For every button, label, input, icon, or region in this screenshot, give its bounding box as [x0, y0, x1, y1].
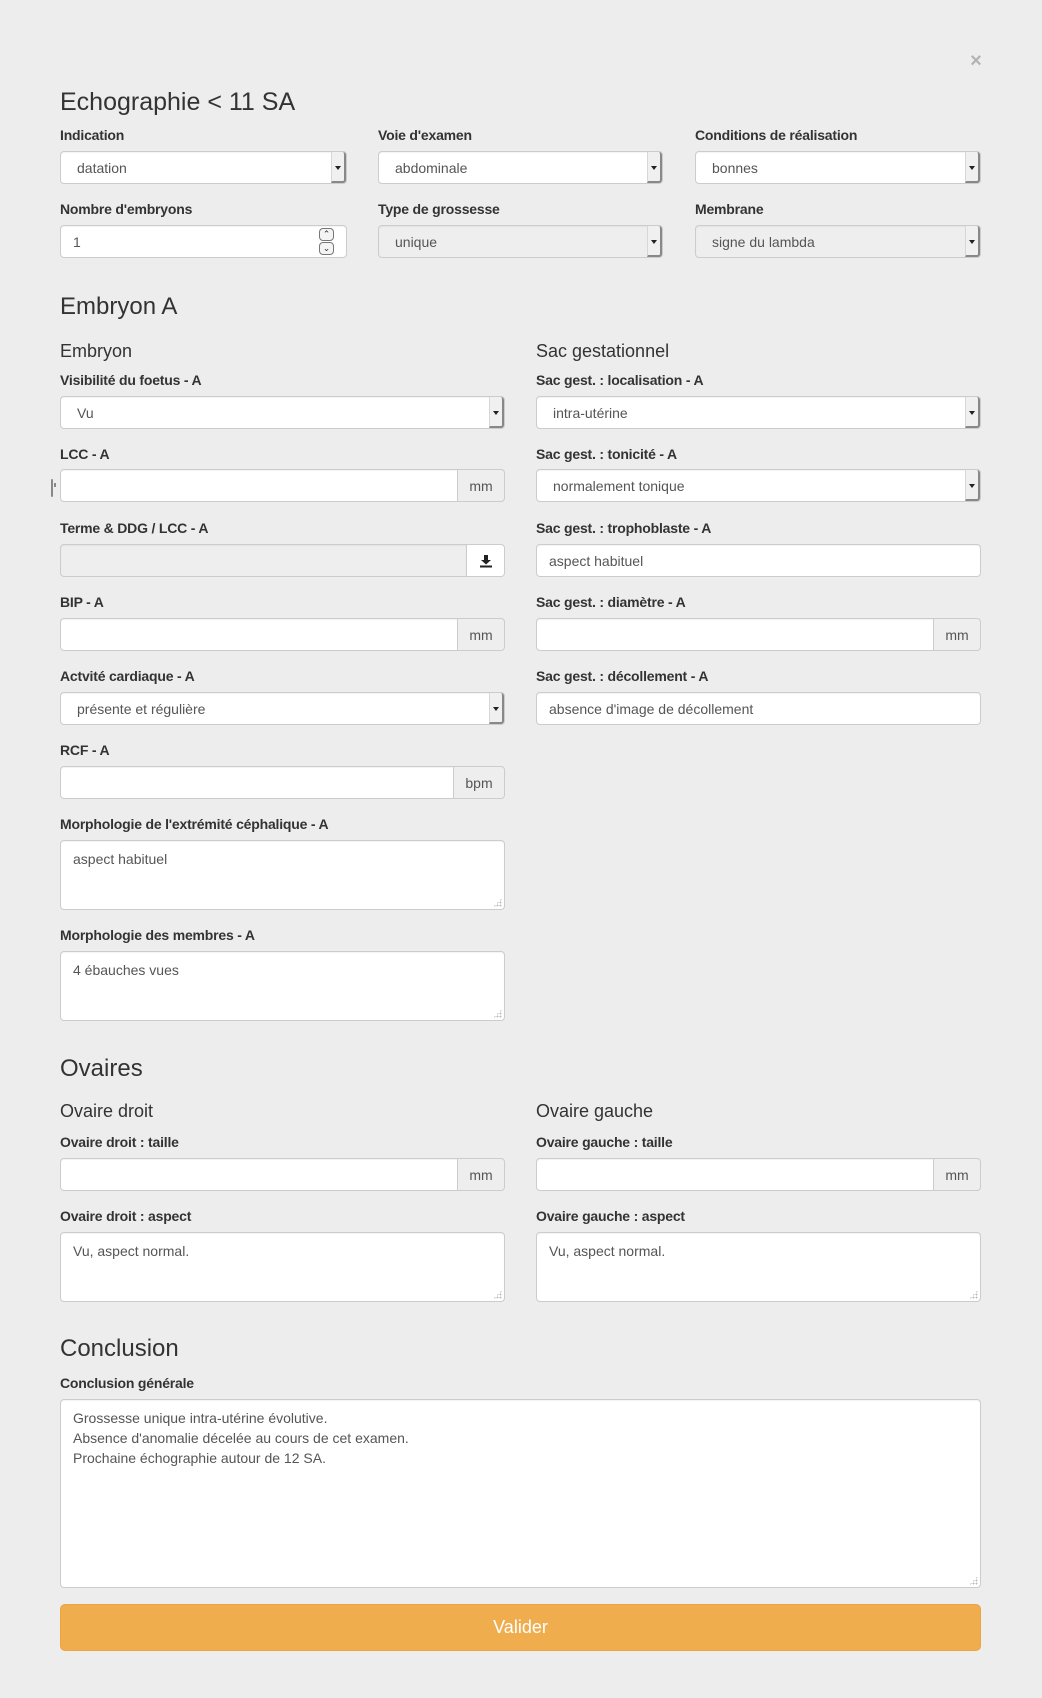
- subheading-embryon: Embryon: [60, 341, 133, 361]
- diametre-input[interactable]: [536, 618, 934, 651]
- ovaire-gauche-aspect-value: Vu, aspect normal.: [549, 1243, 666, 1259]
- ovaire-droit-aspect-value: Vu, aspect normal.: [73, 1243, 190, 1259]
- subheading-sac: Sac gestationnel: [536, 341, 670, 361]
- submit-button[interactable]: Valider: [60, 1604, 981, 1651]
- resize-handle[interactable]: [493, 1290, 502, 1299]
- ovaire-droit-taille-group: [60, 1158, 505, 1191]
- diametre-unit: mm: [934, 618, 981, 651]
- conditions-value: bonnes: [712, 159, 758, 176]
- chevron-down-icon: [647, 226, 662, 257]
- ovaire-gauche-taille-label: Ovaire gauche : taille: [536, 1134, 673, 1150]
- ovaire-droit-taille-input[interactable]: [60, 1158, 458, 1191]
- ovaire-droit-taille-unit: mm: [458, 1158, 505, 1191]
- conditions-label: Conditions de réalisation: [695, 127, 858, 143]
- type-grossesse-select[interactable]: [378, 225, 663, 258]
- chevron-down-icon: [489, 693, 504, 724]
- membrane-label: Membrane: [695, 201, 764, 217]
- trophoblaste-input[interactable]: [536, 544, 981, 577]
- trophoblaste-label: Sac gest. : trophoblaste - A: [536, 520, 712, 536]
- rcf-input[interactable]: [60, 766, 454, 799]
- nb-embryons-input[interactable]: [60, 225, 347, 258]
- visibilite-select[interactable]: [60, 396, 505, 429]
- trophoblaste-value: aspect habituel: [549, 552, 644, 569]
- ovaire-gauche-aspect-label: Ovaire gauche : aspect: [536, 1208, 685, 1224]
- localisation-value: intra-utérine: [553, 404, 628, 421]
- resize-handle[interactable]: [493, 898, 502, 907]
- ovaire-droit-aspect-label: Ovaire droit : aspect: [60, 1208, 192, 1224]
- decollement-label: Sac gest. : décollement - A: [536, 668, 709, 684]
- morph-cephalique-textarea[interactable]: [60, 840, 505, 910]
- indication-value: datation: [77, 159, 127, 176]
- morph-membres-textarea[interactable]: [60, 951, 505, 1021]
- membrane-value: signe du lambda: [712, 233, 815, 250]
- compute-terme-button[interactable]: [467, 544, 505, 577]
- tonicite-label: Sac gest. : tonicité - A: [536, 446, 677, 462]
- lcc-input-group: [60, 469, 505, 502]
- chevron-down-icon: [965, 226, 980, 257]
- close-button[interactable]: ×: [970, 50, 982, 72]
- bip-input-group: [60, 618, 505, 651]
- ovaire-gauche-taille-group: [536, 1158, 981, 1191]
- chevron-down-icon[interactable]: ⌄: [319, 242, 334, 255]
- terme-input[interactable]: [60, 544, 467, 577]
- indication-select[interactable]: [60, 151, 347, 184]
- ovaire-gauche-taille-input[interactable]: [536, 1158, 934, 1191]
- voie-select[interactable]: [378, 151, 663, 184]
- download-icon: [479, 554, 493, 568]
- type-grossesse-label: Type de grossesse: [378, 201, 500, 217]
- activite-value: présente et régulière: [77, 700, 206, 717]
- contact-card-icon: [51, 479, 53, 497]
- conclusion-value: Grossesse unique intra-utérine évolutive. Absence d'anomalie décelée au cours de cet examen. Prochaine échographie autour de 12 SA.: [73, 1410, 409, 1466]
- bip-label: BIP - A: [60, 594, 104, 610]
- chevron-down-icon: [489, 397, 504, 428]
- voie-value: abdominale: [395, 159, 468, 176]
- morph-membres-label: Morphologie des membres - A: [60, 927, 255, 943]
- membrane-select[interactable]: [695, 225, 981, 258]
- chevron-down-icon: [965, 397, 980, 428]
- rcf-input-group: [60, 766, 505, 799]
- decollement-value: absence d'image de décollement: [549, 700, 754, 717]
- section-heading-conclusion: Conclusion: [60, 1335, 179, 1362]
- quantity-stepper[interactable]: [319, 228, 334, 256]
- section-heading-ovaires: Ovaires: [60, 1055, 143, 1082]
- resize-handle[interactable]: [493, 1009, 502, 1018]
- resize-handle[interactable]: [969, 1576, 978, 1585]
- diametre-input-group: [536, 618, 981, 651]
- chevron-up-icon[interactable]: ⌃: [319, 228, 334, 241]
- nb-embryons-label: Nombre d'embryons: [60, 201, 193, 217]
- ovaire-droit-taille-label: Ovaire droit : taille: [60, 1134, 179, 1150]
- decollement-input[interactable]: [536, 692, 981, 725]
- morph-cephalique-label: Morphologie de l'extrémité céphalique - A: [60, 816, 329, 832]
- ovaire-gauche-aspect-textarea[interactable]: [536, 1232, 981, 1302]
- resize-handle[interactable]: [969, 1290, 978, 1299]
- lcc-input[interactable]: [60, 469, 458, 502]
- tonicite-select[interactable]: [536, 469, 981, 502]
- morph-membres-value: 4 ébauches vues: [73, 962, 179, 978]
- conditions-select[interactable]: [695, 151, 981, 184]
- conclusion-label: Conclusion générale: [60, 1375, 194, 1391]
- rcf-unit: bpm: [454, 766, 505, 799]
- rcf-label: RCF - A: [60, 742, 110, 758]
- bip-unit: mm: [458, 618, 505, 651]
- chevron-down-icon: [965, 152, 980, 183]
- chevron-down-icon: [331, 152, 346, 183]
- nb-embryons-value: 1: [73, 233, 81, 250]
- subheading-ovaire-gauche: Ovaire gauche: [536, 1101, 654, 1121]
- type-grossesse-value: unique: [395, 233, 438, 250]
- morph-cephalique-value: aspect habituel: [73, 851, 168, 867]
- terme-label: Terme & DDG / LCC - A: [60, 520, 209, 536]
- localisation-select[interactable]: [536, 396, 981, 429]
- indication-label: Indication: [60, 127, 125, 143]
- ovaire-gauche-taille-unit: mm: [934, 1158, 981, 1191]
- chevron-down-icon: [965, 470, 980, 501]
- visibilite-value: Vu: [77, 404, 94, 421]
- section-heading-embryon-a: Embryon A: [60, 293, 178, 320]
- lcc-label: LCC - A: [60, 446, 110, 462]
- page-title: Echographie < 11 SA: [60, 88, 296, 116]
- terme-input-group: [60, 544, 505, 577]
- voie-label: Voie d'examen: [378, 127, 472, 143]
- diametre-label: Sac gest. : diamètre - A: [536, 594, 686, 610]
- bip-input[interactable]: [60, 618, 458, 651]
- conclusion-textarea[interactable]: [60, 1399, 981, 1588]
- visibilite-label: Visibilité du foetus - A: [60, 372, 202, 388]
- chevron-down-icon: [647, 152, 662, 183]
- ovaire-droit-aspect-textarea[interactable]: [60, 1232, 505, 1302]
- lcc-unit: mm: [458, 469, 505, 502]
- activite-select[interactable]: [60, 692, 505, 725]
- localisation-label: Sac gest. : localisation - A: [536, 372, 704, 388]
- subheading-ovaire-droit: Ovaire droit: [60, 1101, 154, 1121]
- activite-label: Actvité cardiaque - A: [60, 668, 195, 684]
- tonicite-value: normalement tonique: [553, 477, 685, 494]
